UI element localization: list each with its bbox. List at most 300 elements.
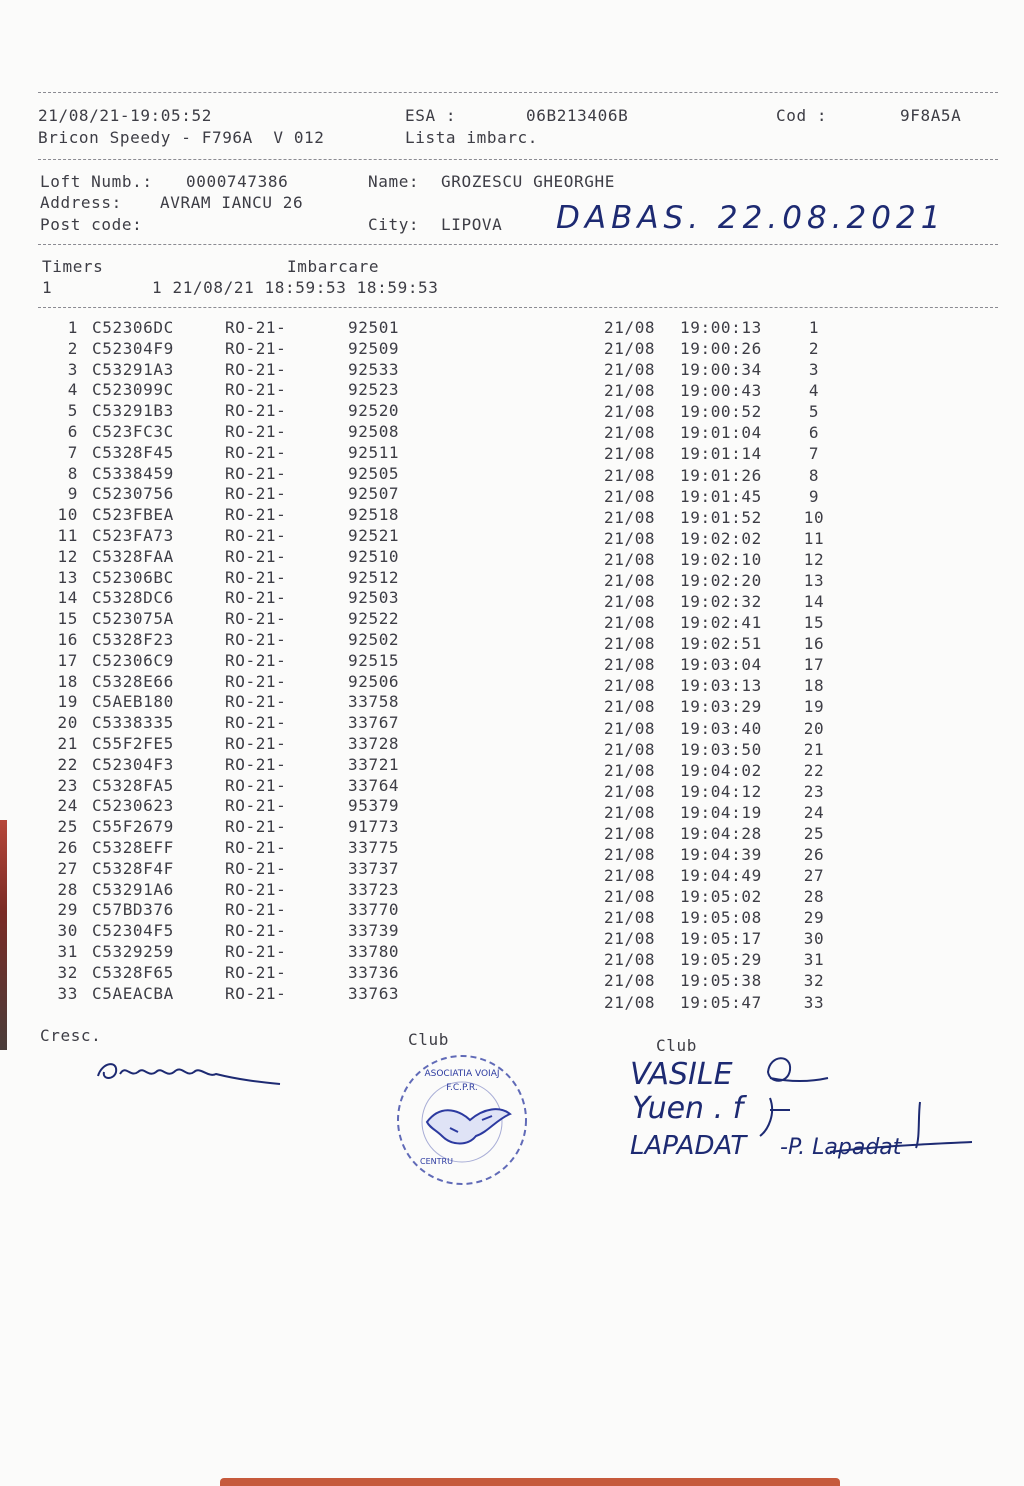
arrival-time: 19:02:10 — [680, 549, 762, 569]
bird-row — [0, 858, 1024, 886]
bird-row — [0, 734, 1024, 759]
arrival-date: 21/08 — [604, 613, 656, 633]
bird-ring-prefix: RO-21- — [225, 567, 287, 587]
bird-chip-code: C52306C9 — [92, 650, 174, 670]
postcode-label: Post code: — [40, 215, 143, 234]
arrival-time: 19:03:04 — [680, 655, 762, 675]
bird-ring-prefix: RO-21- — [225, 380, 287, 400]
bird-index: 14 — [57, 588, 78, 608]
esa-value: 06B213406B — [526, 106, 629, 125]
arrival-order: 23 — [803, 781, 825, 801]
bird-chip-code: C52304F5 — [92, 921, 174, 941]
arrival-order: 33 — [803, 992, 825, 1012]
arrival-time: 19:05:02 — [680, 887, 762, 907]
breeder-signature — [90, 1050, 290, 1095]
bird-row — [0, 983, 1024, 1012]
bird-ring-number: 92508 — [348, 422, 400, 441]
bird-ring-number: 92522 — [348, 609, 400, 629]
bird-ring-prefix: RO-21- — [225, 962, 287, 982]
bird-ring-prefix: RO-21- — [225, 526, 287, 545]
arrival-order: 6 — [808, 423, 820, 443]
bird-ring-prefix: RO-21- — [225, 942, 287, 961]
arrival-order: 21 — [803, 739, 825, 759]
arrival-order: 2 — [808, 339, 820, 359]
arrival-date: 21/08 — [604, 318, 656, 337]
bird-ring-prefix: RO-21- — [225, 505, 287, 525]
bird-chip-code: C5230756 — [92, 484, 174, 504]
bird-row — [0, 588, 1024, 612]
bird-ring-prefix: RO-21- — [225, 775, 287, 795]
arrival-date: 21/08 — [604, 549, 656, 569]
arrival-date: 21/08 — [604, 697, 656, 717]
arrival-order: 17 — [803, 655, 825, 675]
club-stamp — [392, 1050, 532, 1190]
arrival-order: 19 — [803, 697, 825, 717]
arrival-time: 19:04:02 — [680, 760, 762, 780]
bird-row — [0, 838, 1024, 864]
bird-ring-number: 33780 — [348, 942, 400, 961]
bird-ring-prefix: RO-21- — [225, 463, 287, 483]
bird-chip-code: C5328DC6 — [92, 588, 174, 608]
arrival-order: 16 — [803, 634, 825, 654]
arrival-date: 21/08 — [604, 486, 656, 506]
bird-ring-number: 92521 — [348, 526, 400, 545]
bird-row — [0, 609, 1024, 633]
arrival-date: 21/08 — [604, 423, 656, 443]
bird-ring-prefix: RO-21- — [225, 359, 287, 379]
svg-text:LAPADAT: LAPADAT — [630, 1131, 747, 1161]
arrival-time: 19:05:17 — [680, 929, 762, 949]
arrival-date: 21/08 — [604, 950, 656, 970]
arrival-time: 19:05:38 — [680, 971, 762, 991]
bird-row — [0, 900, 1024, 928]
arrival-order: 30 — [803, 929, 825, 949]
arrival-order: 11 — [803, 528, 825, 548]
bird-chip-code: C5328FAA — [92, 546, 174, 566]
arrival-order: 24 — [803, 802, 825, 822]
arrival-time: 19:04:19 — [680, 802, 762, 822]
bird-row — [0, 713, 1024, 738]
bird-chip-code: C52306DC — [92, 318, 174, 337]
arrival-time: 19:05:47 — [680, 992, 762, 1012]
bird-ring-number: 92503 — [348, 588, 400, 608]
bird-index: 13 — [57, 567, 78, 587]
bird-row — [0, 360, 1024, 381]
bird-ring-number: 92505 — [348, 463, 400, 483]
arrival-date: 21/08 — [604, 634, 656, 654]
arrival-time: 19:01:52 — [680, 507, 762, 527]
arrival-date: 21/08 — [604, 866, 656, 886]
bird-ring-number: 33723 — [348, 879, 400, 899]
svg-text:Yuen . f: Yuen . f — [632, 1091, 744, 1126]
loft-label: Loft Numb.: — [40, 172, 153, 191]
bird-ring-prefix: RO-21- — [225, 609, 287, 629]
bird-ring-prefix: RO-21- — [225, 921, 287, 941]
arrival-time: 19:04:28 — [680, 823, 762, 843]
bird-ring-prefix: RO-21- — [225, 338, 287, 358]
bird-chip-code: C523099C — [92, 380, 174, 400]
arrival-date: 21/08 — [604, 739, 656, 759]
bird-row — [0, 754, 1024, 780]
club-label-left: Club — [408, 1030, 449, 1049]
club-signatures — [620, 1048, 990, 1168]
arrival-date: 21/08 — [604, 339, 656, 359]
arrival-order: 10 — [803, 507, 825, 527]
bird-chip-code: C53291A3 — [92, 359, 174, 379]
bird-chip-code: C53291A6 — [92, 879, 174, 899]
bird-index: 3 — [67, 359, 78, 379]
bird-index: 18 — [57, 671, 78, 691]
bird-index: 26 — [57, 838, 78, 857]
bird-ring-number: 92512 — [348, 567, 400, 587]
arrival-order: 18 — [803, 676, 825, 696]
arrival-date: 21/08 — [604, 908, 656, 928]
bird-ring-number: 92515 — [348, 650, 400, 670]
arrival-order: 27 — [803, 866, 825, 886]
timer-number: 1 — [42, 278, 53, 297]
separator-top — [38, 92, 998, 93]
arrival-time: 19:00:26 — [680, 339, 762, 359]
bird-ring-prefix: RO-21- — [225, 858, 287, 878]
bird-chip-code: C55F2FE5 — [92, 734, 174, 753]
background-edge-bottom — [220, 1478, 840, 1486]
bird-row — [0, 547, 1024, 568]
bird-row — [0, 380, 1024, 401]
bird-ring-number: 92510 — [348, 546, 400, 566]
bird-chip-code: C52304F9 — [92, 338, 174, 358]
bird-ring-prefix: RO-21- — [225, 817, 287, 837]
bird-row — [0, 401, 1024, 422]
bird-row — [0, 422, 1024, 443]
bird-chip-code: C5328EFF — [92, 838, 174, 857]
bird-row — [0, 921, 1024, 949]
arrival-time: 19:00:34 — [680, 360, 762, 380]
imbarcare-label: Imbarcare — [287, 257, 380, 276]
bird-chip-code: C5AEB180 — [92, 692, 174, 712]
arrival-time: 19:01:45 — [680, 486, 762, 506]
bird-ring-prefix: RO-21- — [225, 838, 287, 857]
bird-chip-code: C5328FA5 — [92, 775, 174, 795]
bird-row — [0, 505, 1024, 526]
address-value: AVRAM IANCU 26 — [160, 193, 304, 212]
bird-index: 24 — [57, 796, 78, 816]
bird-ring-number: 92523 — [348, 380, 400, 400]
arrival-date: 21/08 — [604, 781, 656, 801]
bird-ring-number: 33758 — [348, 692, 400, 712]
bird-row — [0, 942, 1024, 970]
bird-ring-number: 33737 — [348, 858, 400, 878]
handwritten-place-date: DABAS. 22.08.2021 — [556, 200, 946, 236]
bird-chip-code: C5328E66 — [92, 671, 174, 691]
bird-index: 6 — [67, 422, 78, 441]
cresc-label: Cresc. — [40, 1026, 102, 1045]
svg-text:-P. Lapadat: -P. Lapadat — [780, 1135, 902, 1160]
bird-ring-number: 92520 — [348, 401, 400, 421]
bird-chip-code: C5328F4F — [92, 858, 174, 878]
separator-header — [38, 159, 998, 160]
bird-index: 7 — [67, 442, 78, 462]
bird-ring-prefix: RO-21- — [225, 734, 287, 753]
bird-row — [0, 796, 1024, 822]
bird-ring-prefix: RO-21- — [225, 422, 287, 441]
city-value: LIPOVA — [441, 215, 503, 234]
bird-ring-number: 92509 — [348, 338, 400, 358]
arrival-time: 19:01:04 — [680, 423, 762, 443]
arrival-date: 21/08 — [604, 592, 656, 612]
name-label: Name: — [368, 172, 420, 191]
arrival-order: 4 — [808, 381, 820, 401]
bird-chip-code: C5328F23 — [92, 630, 174, 649]
svg-text:VASILE: VASILE — [630, 1057, 733, 1092]
bird-index: 19 — [57, 692, 78, 712]
bird-row — [0, 484, 1024, 505]
arrival-time: 19:05:29 — [680, 950, 762, 970]
arrival-order: 8 — [808, 465, 820, 485]
bird-ring-prefix: RO-21- — [225, 630, 287, 649]
list-title: Lista imbarc. — [405, 128, 539, 147]
bird-chip-code: C55F2679 — [92, 817, 174, 837]
arrival-order: 5 — [808, 402, 820, 422]
bird-row — [0, 568, 1024, 589]
bird-ring-number: 33721 — [348, 754, 400, 774]
arrival-order: 15 — [803, 613, 825, 633]
arrival-order: 12 — [803, 549, 825, 569]
arrival-time: 19:04:12 — [680, 781, 762, 801]
bird-row — [0, 879, 1024, 907]
svg-text:CENTRU: CENTRU — [420, 1157, 453, 1166]
device-name: Bricon Speedy - F796A V 012 — [38, 128, 325, 147]
arrival-order: 13 — [803, 570, 825, 590]
bird-row — [0, 671, 1024, 696]
arrival-order: 7 — [808, 444, 820, 464]
arrival-time: 19:01:26 — [680, 465, 762, 485]
bird-ring-prefix: RO-21- — [225, 692, 287, 712]
bird-chip-code: C5338335 — [92, 713, 174, 733]
bird-chip-code: C5230623 — [92, 796, 174, 816]
bird-ring-prefix: RO-21- — [225, 318, 287, 337]
arrival-time: 19:04:49 — [680, 866, 762, 886]
arrival-time: 19:04:39 — [680, 845, 762, 864]
esa-label: ESA : — [405, 106, 457, 125]
arrival-order: 28 — [803, 887, 825, 907]
bird-ring-prefix: RO-21- — [225, 588, 287, 608]
arrival-order: 14 — [803, 592, 825, 612]
bird-index: 32 — [57, 962, 78, 982]
bird-index: 30 — [57, 921, 78, 941]
bird-ring-prefix: RO-21- — [225, 546, 287, 566]
arrival-time: 19:00:43 — [680, 381, 762, 401]
bird-ring-number: 91773 — [348, 817, 400, 837]
bird-row — [0, 526, 1024, 547]
bird-ring-number: 33736 — [348, 962, 400, 982]
bird-ring-prefix: RO-21- — [225, 671, 287, 691]
bird-index: 11 — [57, 526, 78, 545]
arrival-date: 21/08 — [604, 887, 656, 907]
arrival-date: 21/08 — [604, 971, 656, 991]
arrival-date: 21/08 — [604, 655, 656, 675]
arrival-date: 21/08 — [604, 929, 656, 949]
bird-index: 27 — [57, 858, 78, 878]
loft-value: 0000747386 — [186, 172, 289, 191]
arrival-order: 29 — [803, 908, 825, 928]
bird-ring-number: 92507 — [348, 484, 400, 504]
arrival-time: 19:03:40 — [680, 718, 762, 738]
bird-index: 22 — [57, 754, 78, 774]
arrival-time: 19:02:41 — [680, 613, 762, 633]
timers-label: Timers — [42, 257, 104, 276]
bird-chip-code: C52304F3 — [92, 754, 174, 774]
bird-ring-prefix: RO-21- — [225, 900, 287, 920]
bird-index: 2 — [67, 338, 78, 358]
arrival-time: 19:00:52 — [680, 402, 762, 422]
bird-chip-code: C523FA73 — [92, 526, 174, 545]
bird-ring-number: 92518 — [348, 505, 400, 525]
arrival-order: 26 — [803, 845, 825, 864]
arrival-order: 3 — [808, 360, 820, 380]
bird-row — [0, 817, 1024, 843]
arrival-date: 21/08 — [604, 570, 656, 590]
arrival-time: 19:03:50 — [680, 739, 762, 759]
club-label-right: Club — [656, 1036, 697, 1055]
arrival-date: 21/08 — [604, 676, 656, 696]
bird-index: 21 — [57, 734, 78, 753]
bird-ring-number: 92501 — [348, 318, 400, 337]
bird-row — [0, 692, 1024, 717]
bird-ring-prefix: RO-21- — [225, 401, 287, 421]
bird-ring-prefix: RO-21- — [225, 650, 287, 670]
arrival-order: 22 — [803, 760, 825, 780]
bird-ring-prefix: RO-21- — [225, 484, 287, 504]
bird-index: 25 — [57, 817, 78, 837]
bird-ring-number: 92533 — [348, 359, 400, 379]
bird-index: 8 — [67, 463, 78, 483]
address-label: Address: — [40, 193, 122, 212]
arrival-date: 21/08 — [604, 360, 656, 380]
arrival-time: 19:00:13 — [680, 318, 762, 337]
bird-chip-code: C5329259 — [92, 942, 174, 961]
bird-ring-number: 33770 — [348, 900, 400, 920]
arrival-time: 19:03:29 — [680, 697, 762, 717]
bird-index: 5 — [67, 401, 78, 421]
bird-index: 29 — [57, 900, 78, 920]
bird-ring-prefix: RO-21- — [225, 442, 287, 462]
bird-chip-code: C52306BC — [92, 567, 174, 587]
arrival-order: 32 — [803, 971, 825, 991]
bird-index: 17 — [57, 650, 78, 670]
arrival-date: 21/08 — [604, 823, 656, 843]
arrival-order: 9 — [808, 486, 820, 506]
bird-row — [0, 650, 1024, 675]
bird-row — [0, 318, 1024, 339]
arrival-date: 21/08 — [604, 802, 656, 822]
bird-index: 12 — [57, 546, 78, 566]
bird-index: 1 — [67, 318, 78, 337]
bird-ring-number: 92502 — [348, 630, 400, 649]
arrival-date: 21/08 — [604, 528, 656, 548]
arrival-time: 19:02:20 — [680, 570, 762, 590]
arrival-time: 19:02:51 — [680, 634, 762, 654]
bird-ring-number: 92511 — [348, 442, 400, 462]
bird-chip-code: C523075A — [92, 609, 174, 629]
bird-ring-number: 92506 — [348, 671, 400, 691]
bird-chip-code: C5328F45 — [92, 442, 174, 462]
arrival-order: 1 — [808, 318, 820, 337]
arrival-time: 19:02:32 — [680, 592, 762, 612]
svg-text:ASOCIATIA VOIAJ: ASOCIATIA VOIAJ — [424, 1069, 500, 1079]
arrival-time: 19:05:08 — [680, 908, 762, 928]
arrival-date: 21/08 — [604, 760, 656, 780]
arrival-time: 19:03:13 — [680, 676, 762, 696]
cod-value: 9F8A5A — [900, 106, 962, 125]
arrival-date: 21/08 — [604, 718, 656, 738]
bird-chip-code: C53291B3 — [92, 401, 174, 421]
bird-ring-number: 95379 — [348, 796, 400, 816]
arrival-date: 21/08 — [604, 402, 656, 422]
bird-index: 20 — [57, 713, 78, 733]
separator-timers — [38, 307, 998, 308]
bird-row — [0, 775, 1024, 801]
name-value: GROZESCU GHEORGHE — [441, 172, 615, 191]
bird-index: 15 — [57, 609, 78, 629]
bird-row — [0, 443, 1024, 464]
timer-line: 1 21/08/21 18:59:53 18:59:53 — [152, 278, 439, 297]
arrival-time: 19:01:14 — [680, 444, 762, 464]
bird-chip-code: C57BD376 — [92, 900, 174, 920]
bird-ring-number: 33728 — [348, 734, 400, 753]
bird-ring-number: 33767 — [348, 713, 400, 733]
arrival-time: 19:02:02 — [680, 528, 762, 548]
bird-index: 23 — [57, 775, 78, 795]
cod-label: Cod : — [776, 106, 828, 125]
bird-chip-code: C523FC3C — [92, 422, 174, 441]
print-datetime: 21/08/21-19:05:52 — [38, 106, 212, 125]
arrival-order: 25 — [803, 823, 825, 843]
bird-ring-prefix: RO-21- — [225, 754, 287, 774]
bird-row — [0, 630, 1024, 654]
bird-index: 10 — [57, 505, 78, 525]
arrival-order: 20 — [803, 718, 825, 738]
bird-ring-number: 33739 — [348, 921, 400, 941]
svg-text:F.C.P.R.: F.C.P.R. — [446, 1083, 478, 1093]
bird-chip-code: C523FBEA — [92, 505, 174, 525]
bird-ring-prefix: RO-21- — [225, 796, 287, 816]
bird-index: 4 — [67, 380, 78, 400]
bird-index: 33 — [57, 983, 78, 1003]
bird-index: 28 — [57, 879, 78, 899]
bird-row — [0, 962, 1024, 991]
bird-chip-code: C5AEACBA — [92, 983, 174, 1003]
bird-chip-code: C5338459 — [92, 463, 174, 483]
arrival-date: 21/08 — [604, 845, 656, 864]
arrival-date: 21/08 — [604, 992, 656, 1012]
bird-index: 16 — [57, 630, 78, 649]
bird-ring-prefix: RO-21- — [225, 713, 287, 733]
bird-ring-number: 33764 — [348, 775, 400, 795]
arrival-date: 21/08 — [604, 507, 656, 527]
arrival-date: 21/08 — [604, 465, 656, 485]
bird-ring-number: 33763 — [348, 983, 400, 1003]
bird-ring-prefix: RO-21- — [225, 983, 287, 1003]
arrival-date: 21/08 — [604, 381, 656, 401]
arrival-date: 21/08 — [604, 444, 656, 464]
separator-owner — [38, 244, 998, 245]
bird-index: 9 — [67, 484, 78, 504]
bird-ring-number: 33775 — [348, 838, 400, 857]
city-label: City: — [368, 215, 420, 234]
bird-row — [0, 464, 1024, 485]
bird-index: 31 — [57, 942, 78, 961]
bird-ring-prefix: RO-21- — [225, 879, 287, 899]
